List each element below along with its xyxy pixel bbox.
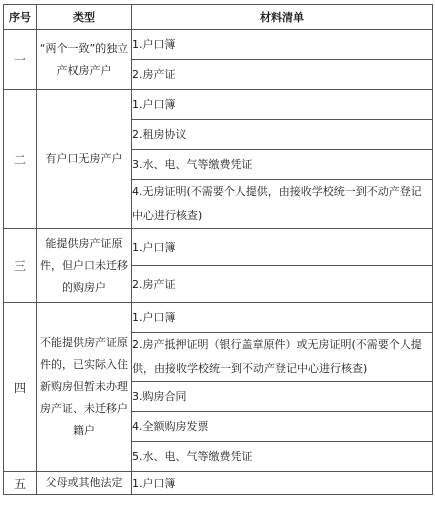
material-item: 2.房产抵押证明（银行盖章原件）或无房证明(不需要个人提供，由接收学校统一到不动产登记中心进行核查) bbox=[132, 333, 433, 382]
material-item: 4.无房证明(不需要个人提供，由接收学校统一到不动产登记中心进行核查) bbox=[132, 180, 433, 229]
table-row bbox=[4, 30, 433, 60]
material-item: 4.全额购房发票 bbox=[132, 412, 433, 442]
row-index: 三 bbox=[4, 229, 37, 303]
table-row bbox=[4, 90, 433, 120]
material-item: 1.户口簿 bbox=[132, 229, 433, 266]
header-index: 序号 bbox=[4, 5, 37, 30]
table-row bbox=[4, 303, 433, 333]
material-item: 2.房产证 bbox=[132, 60, 433, 90]
material-item: 3.购房合同 bbox=[132, 382, 433, 412]
header-materials: 材料清单 bbox=[132, 5, 433, 30]
material-item: 5.水、电、气等缴费凭证 bbox=[132, 442, 433, 472]
table-row bbox=[4, 472, 433, 495]
material-item: 1.户口簿 bbox=[132, 472, 433, 495]
row-index: 五 bbox=[4, 472, 37, 495]
row-type: “两个一致”的独立产权房产户 bbox=[37, 30, 132, 90]
material-item: 1.户口簿 bbox=[132, 303, 433, 333]
row-index: 二 bbox=[4, 90, 37, 229]
material-item: 3.水、电、气等缴费凭证 bbox=[132, 150, 433, 180]
row-type: 不能提供房产证原件的，已实际入住新购房但暂未办理房产证、未迁移户籍户 bbox=[37, 303, 132, 472]
row-index: 四 bbox=[4, 303, 37, 472]
table-header-row bbox=[4, 5, 433, 30]
row-type: 有户口无房产户 bbox=[37, 90, 132, 229]
row-index: 一 bbox=[4, 30, 37, 90]
material-item: 1.户口簿 bbox=[132, 30, 433, 60]
row-type: 父母或其他法定 bbox=[37, 472, 132, 495]
material-item: 2.租房协议 bbox=[132, 120, 433, 150]
header-type: 类型 bbox=[37, 5, 132, 30]
materials-table bbox=[3, 4, 433, 495]
material-item: 1.户口簿 bbox=[132, 90, 433, 120]
material-item: 2.房产证 bbox=[132, 266, 433, 303]
row-type: 能提供房产证原件，但户口未迁移的购房户 bbox=[37, 229, 132, 303]
table-row bbox=[4, 229, 433, 266]
